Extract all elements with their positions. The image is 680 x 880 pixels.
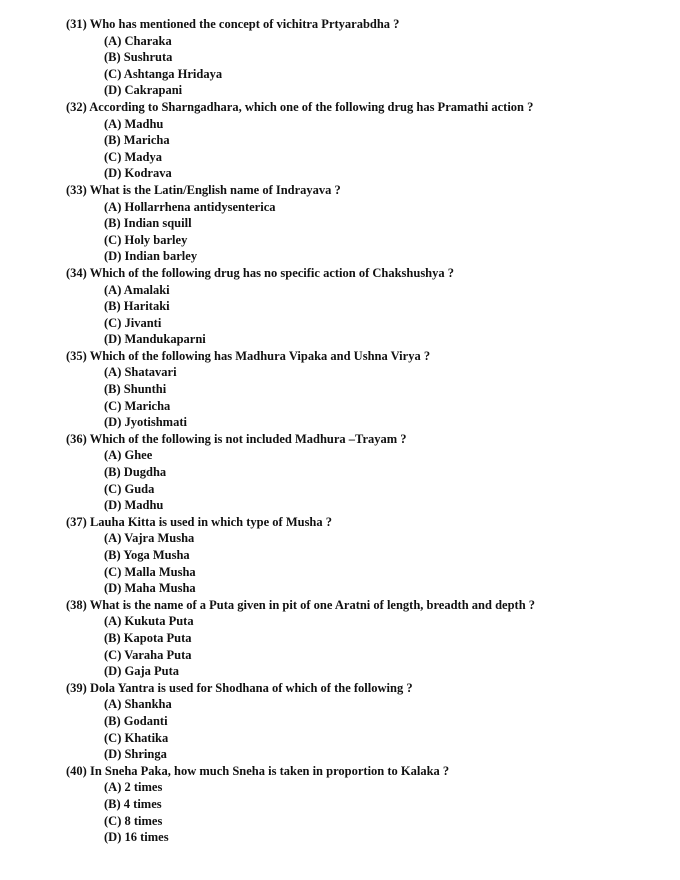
option-list — [66, 447, 680, 513]
answer-option: (B) Maricha — [104, 133, 170, 148]
question-block — [66, 348, 680, 431]
answer-option: (B) Yoga Musha — [104, 548, 190, 562]
question-block — [66, 514, 680, 597]
answer-option: (A) Madhu — [104, 116, 164, 131]
option-list — [66, 613, 680, 679]
answer-option: (A) Shankha — [104, 697, 172, 712]
answer-option: (D) Mandukaparni — [104, 332, 206, 347]
question-block — [66, 597, 680, 680]
answer-option: (A) Hollarrhena antidysenterica — [104, 199, 276, 214]
answer-option: (B) Sushruta — [104, 50, 173, 65]
question-block — [66, 763, 680, 846]
question-block — [66, 182, 680, 265]
answer-option: (C) Jivanti — [104, 315, 162, 330]
answer-option: (A) Shatavari — [104, 365, 177, 380]
option-list — [66, 779, 680, 845]
answer-option: (C) 8 times — [104, 813, 163, 828]
answer-option: (D) Jyotishmati — [104, 415, 187, 430]
question-text: (39) Dola Yantra is used for Shodhana of which of the following ? — [66, 680, 413, 695]
answer-option: (C) Varaha Puta — [104, 647, 192, 662]
question-block — [66, 16, 680, 99]
question-text: (36) Which of the following is not included Madhura –Trayam ? — [66, 431, 407, 446]
question-block — [66, 680, 680, 763]
question-text: (35) Which of the following has Madhura Vipaka and Ushna Virya ? — [66, 348, 431, 363]
answer-option: (C) Guda — [104, 481, 155, 496]
answer-option: (A) Kukuta Puta — [104, 614, 194, 629]
answer-option: (B) Shunthi — [104, 382, 167, 397]
question-text: (32) According to Sharngadhara, which one of the following drug has Pramathi action ? — [66, 99, 534, 114]
answer-option: (A) Charaka — [104, 33, 172, 48]
answer-option: (C) Malla Musha — [104, 564, 196, 579]
answer-option: (C) Holy barley — [104, 232, 188, 247]
answer-option: (A) Vajra Musha — [104, 531, 195, 546]
answer-option: (B) 4 times — [104, 796, 162, 811]
answer-option: (B) Godanti — [104, 713, 168, 728]
question-block — [66, 265, 680, 348]
question-text: (31) Who has mentioned the concept of vichitra Prtyarabdha ? — [66, 17, 400, 31]
question-block — [66, 431, 680, 514]
question-list — [66, 16, 680, 846]
answer-option: (D) Madhu — [104, 498, 164, 513]
option-list — [66, 116, 680, 182]
answer-option: (C) Madya — [104, 149, 162, 164]
question-text: (34) Which of the following drug has no specific action of Chakshushya ? — [66, 265, 455, 280]
answer-option: (C) Ashtanga Hridaya — [104, 66, 223, 81]
option-list — [66, 282, 680, 348]
answer-option: (D) Maha Musha — [104, 581, 196, 596]
answer-option: (C) Maricha — [104, 398, 171, 413]
answer-option: (D) Kodrava — [104, 166, 172, 181]
answer-option: (D) Shringa — [104, 747, 167, 762]
question-text: (37) Lauha Kitta is used in which type of Musha ? — [66, 514, 333, 529]
answer-option: (D) Cakrapani — [104, 83, 183, 98]
question-text: (33) What is the Latin/English name of Indrayava ? — [66, 182, 341, 197]
answer-option: (B) Dugdha — [104, 465, 167, 480]
question-text: (40) In Sneha Paka, how much Sneha is taken in proportion to Kalaka ? — [66, 763, 450, 778]
answer-option: (D) 16 times — [104, 830, 169, 845]
answer-option: (A) 2 times — [104, 780, 163, 795]
option-list — [66, 696, 680, 762]
option-list — [66, 199, 680, 265]
answer-option: (D) Indian barley — [104, 249, 198, 264]
question-text: (38) What is the name of a Puta given in pit of one Aratni of length, breadth and depth ? — [66, 597, 536, 612]
option-list — [66, 364, 680, 430]
answer-option: (D) Gaja Puta — [104, 664, 179, 679]
answer-option: (B) Indian squill — [104, 216, 192, 231]
question-block — [66, 99, 680, 182]
answer-option: (B) Haritaki — [104, 299, 170, 314]
option-list — [66, 33, 680, 99]
answer-option: (C) Khatika — [104, 730, 169, 745]
option-list — [66, 530, 680, 596]
answer-option: (A) Ghee — [104, 448, 153, 463]
answer-option: (A) Amalaki — [104, 282, 170, 297]
answer-option: (B) Kapota Puta — [104, 630, 192, 645]
